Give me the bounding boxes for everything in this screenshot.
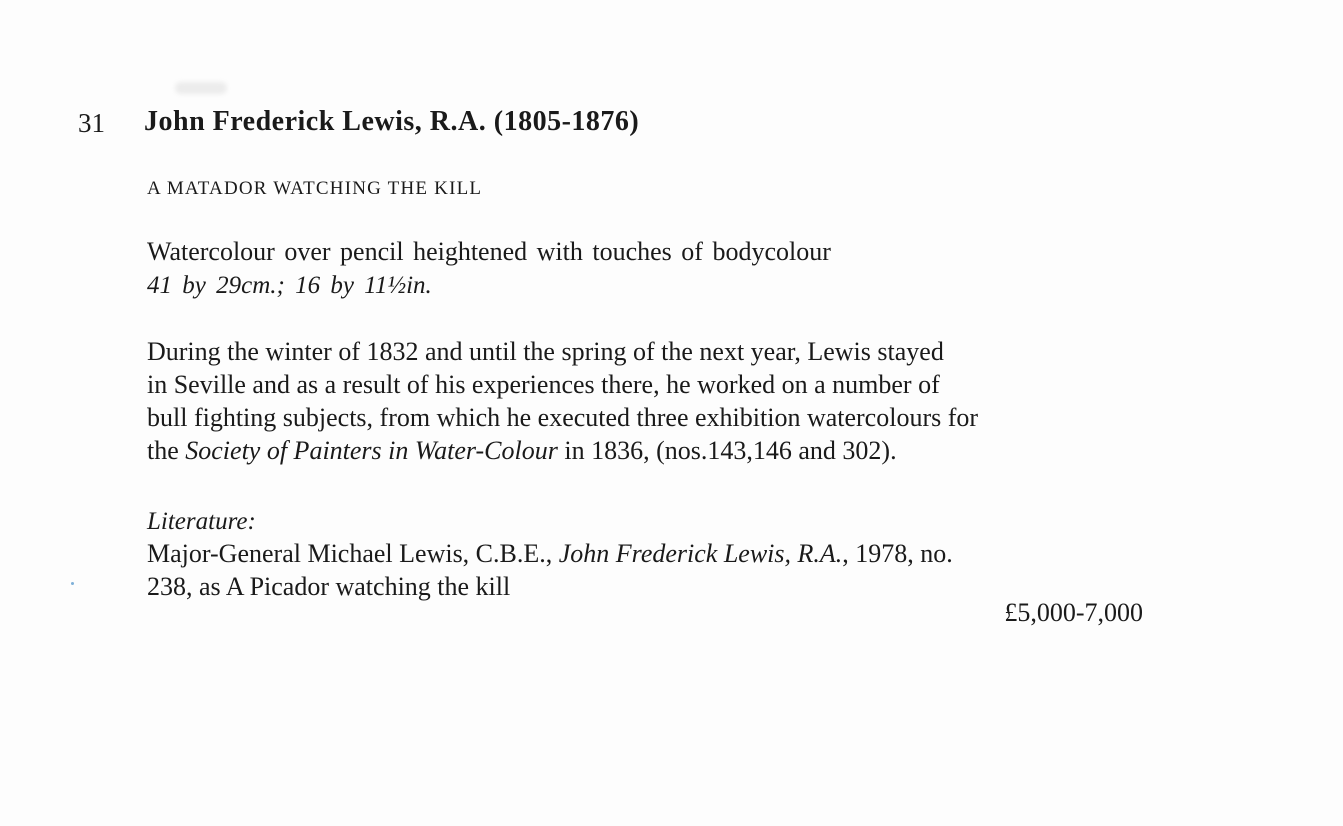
artwork-title: A MATADOR WATCHING THE KILL [147, 178, 483, 199]
lot-description [147, 335, 1147, 467]
artist-heading: John Frederick Lewis, R.A. (1805-1876) [144, 106, 640, 137]
description-text: in 1836, (nos.143,146 and 302). [557, 436, 897, 465]
literature-author: Major-General Michael Lewis, C.B.E., [147, 539, 559, 568]
literature-label: Literature: [147, 508, 256, 535]
description-line: in Seville and as a result of his experiences there, he worked on a number of [147, 370, 940, 399]
description-line: bull fighting subjects, from which he executed three exhibition watercolours for [147, 403, 979, 432]
artwork-medium: Watercolour over pencil heightened with touches of bodycolour [147, 237, 831, 266]
lot-number: 31 [78, 108, 105, 138]
description-line [147, 434, 1147, 467]
literature-reference [147, 537, 1147, 603]
literature-line [147, 537, 1147, 570]
description-line: During the winter of 1832 and until the spring of the next year, Lewis stayed [147, 337, 944, 366]
paper-speck [71, 582, 74, 585]
paper-smudge [175, 82, 227, 94]
literature-year: , 1978, no. [842, 539, 953, 568]
society-name: Society of Painters in Water-Colour [185, 436, 558, 465]
artwork-dimensions: 41 by 29cm.; 16 by 11½in. [147, 272, 432, 299]
literature-line: 238, as A Picador watching the kill [147, 572, 511, 601]
description-text: the [147, 436, 186, 465]
literature-book-title: John Frederick Lewis, R.A. [558, 539, 843, 568]
price-estimate: £5,000-7,000 [1004, 598, 1143, 627]
